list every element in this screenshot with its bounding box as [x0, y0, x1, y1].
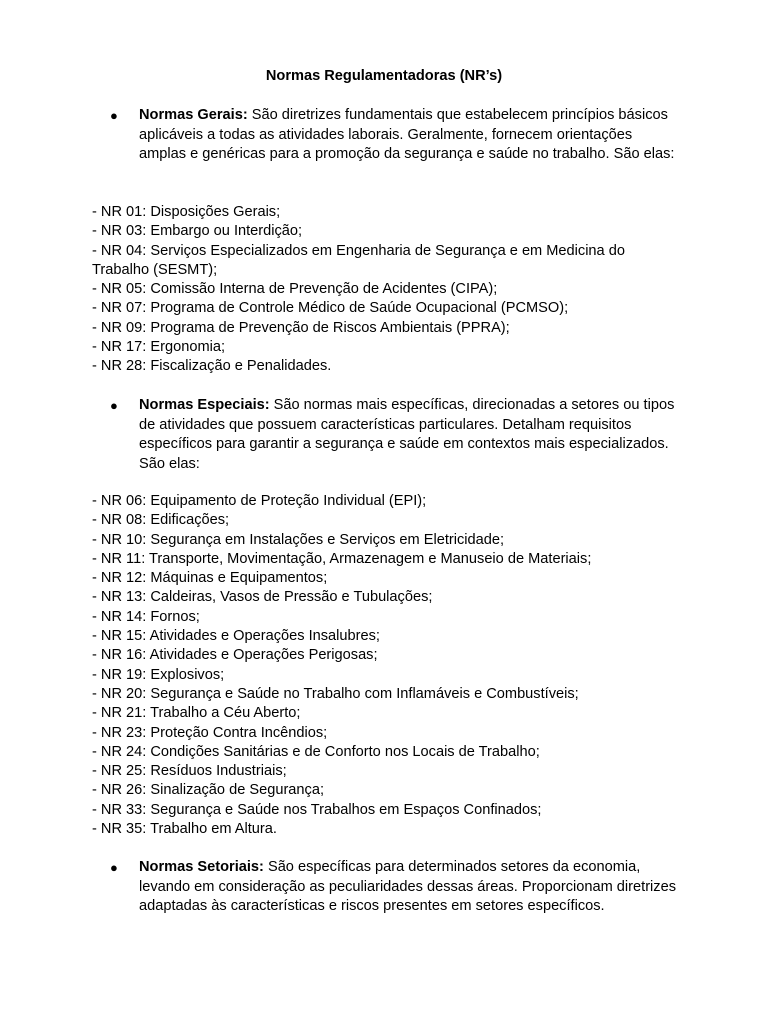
section-heading: Normas Setoriais:: [139, 859, 264, 875]
list-item: - NR 05: Comissão Interna de Prevenção de Acidentes (CIPA);: [92, 281, 498, 298]
section-normas-setoriais: [110, 858, 680, 917]
section-description: São normas mais específicas, direcionadas a setores ou tipos de atividades que possuem características particulares. Detalham requisitos específicos para garantir a segurança e saúde em contextos mais especializados. São elas:: [139, 397, 675, 472]
list-item: - NR 23: Proteção Contra Incêndios;: [92, 724, 328, 741]
list-item: - NR 19: Explosivos;: [92, 666, 225, 683]
bullet-icon: ●: [110, 108, 118, 123]
bullet-icon: ●: [110, 398, 118, 413]
list-item: - NR 12: Máquinas e Equipamentos;: [92, 570, 328, 587]
list-item: - NR 21: Trabalho a Céu Aberto;: [92, 705, 301, 722]
section-heading: Normas Especiais:: [139, 397, 270, 413]
list-item: - NR 35: Trabalho em Altura.: [92, 821, 277, 838]
list-item: - NR 14: Fornos;: [92, 608, 200, 625]
list-item: - NR 25: Resíduos Industriais;: [92, 763, 287, 780]
list-item: - NR 07: Programa de Controle Médico de Saúde Ocupacional (PCMSO);: [92, 300, 569, 317]
section-normas-especiais: [110, 396, 680, 474]
section-paragraph: [139, 858, 680, 917]
list-item: - NR 04: Serviços Especializados em Engenharia de Segurança e em Medicina do Trabalho (SESMT);: [92, 242, 625, 278]
section-description: São diretrizes fundamentais que estabelecem princípios básicos aplicáveis a todas as atividades laborais. Geralmente, fornecem orientações amplas e genéricas para a promoção da segurança e saúde no trabalho. São elas:: [139, 107, 675, 162]
list-item: - NR 06: Equipamento de Proteção Individual (EPI);: [92, 493, 427, 509]
list-item: - NR 28: Fiscalização e Penalidades.: [92, 358, 332, 375]
section-normas-gerais: [110, 106, 680, 165]
list-item: - NR 10: Segurança em Instalações e Serviços em Eletricidade;: [92, 531, 505, 548]
section-heading: Normas Gerais:: [139, 107, 248, 123]
nr-list-gerais: [92, 203, 682, 377]
list-item: - NR 24: Condições Sanitárias e de Conforto nos Locais de Trabalho;: [92, 743, 540, 760]
list-item: - NR 09: Programa de Prevenção de Riscos Ambientais (PPRA);: [92, 319, 510, 336]
list-item: - NR 15: Atividades e Operações Insalubres;: [92, 628, 380, 645]
list-item: - NR 01: Disposições Gerais;: [92, 204, 281, 220]
list-item: - NR 16: Atividades e Operações Perigosas;: [92, 647, 378, 664]
section-paragraph: [139, 396, 680, 474]
bullet-icon: ●: [110, 860, 118, 875]
list-item: - NR 08: Edificações;: [92, 512, 230, 529]
list-item: - NR 17: Ergonomia;: [92, 339, 226, 356]
list-item: - NR 11: Transporte, Movimentação, Armazenagem e Manuseio de Materiais;: [92, 550, 592, 567]
list-item: - NR 26: Sinalização de Segurança;: [92, 782, 325, 799]
list-item: - NR 13: Caldeiras, Vasos de Pressão e Tubulações;: [92, 589, 433, 606]
section-paragraph: [139, 106, 680, 165]
nr-list-especiais: [92, 492, 682, 839]
section-description: São específicas para determinados setores da economia, levando em consideração as peculiaridades dessas áreas. Proporcionam diretrizes adaptadas às características e riscos presentes em setores específicos.: [139, 859, 677, 914]
list-item: - NR 20: Segurança e Saúde no Trabalho com Inflamáveis e Combustíveis;: [92, 685, 579, 702]
document-title: Normas Regulamentadoras (NR’s): [265, 68, 503, 84]
list-item: - NR 33: Segurança e Saúde nos Trabalhos em Espaços Confinados;: [92, 801, 542, 818]
list-item: - NR 03: Embargo ou Interdição;: [92, 223, 303, 240]
